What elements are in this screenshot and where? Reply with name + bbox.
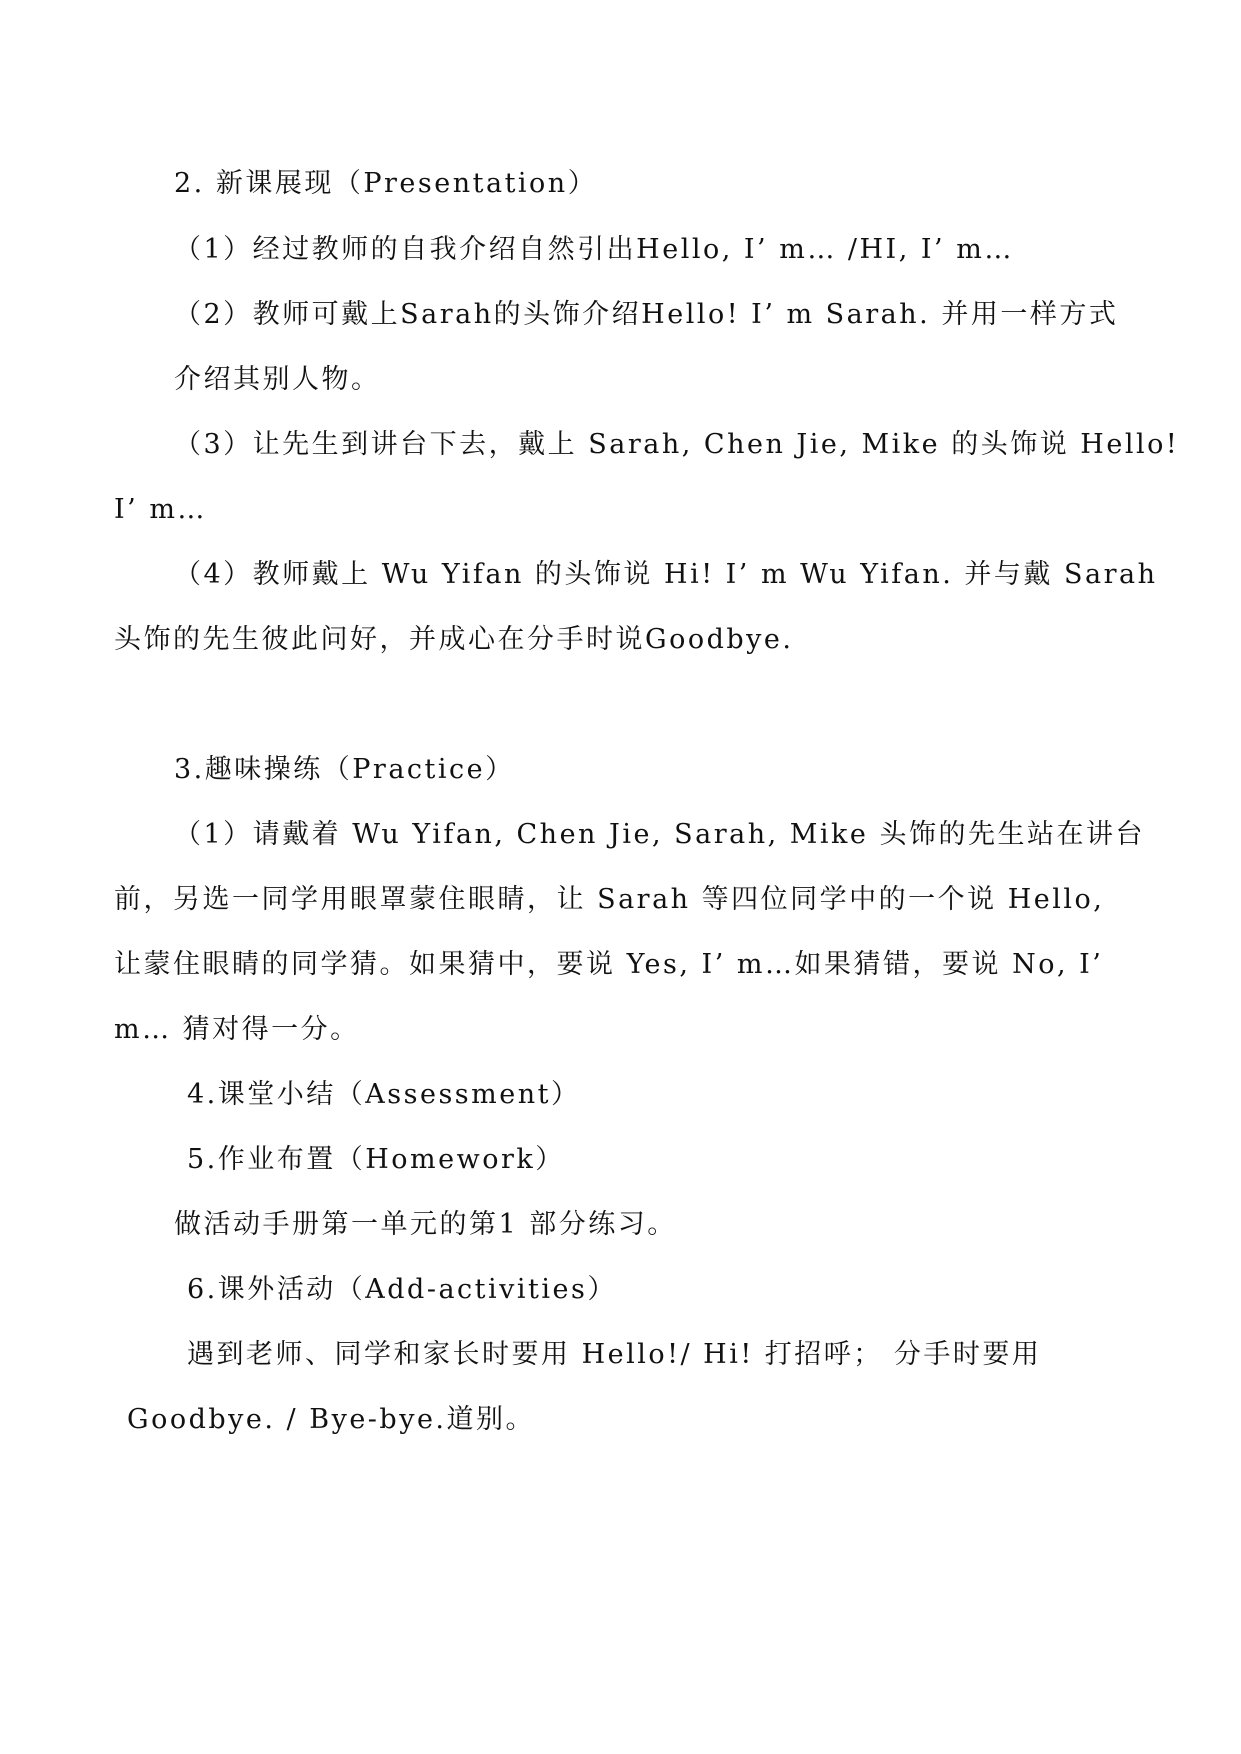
paragraph-line: （3）让先生到讲台下去，戴上 Sarah, Chen Jie, Mike 的头饰说 Hello! [174,429,1180,460]
paragraph-line: （1）经过教师的自我介绍自然引出Hello, I’ m… /HI, I’ m… [174,234,1014,265]
paragraph-line: 让蒙住眼睛的同学猜。如果猜中，要说 Yes, I’ m…如果猜错，要说 No, I’ [114,949,1104,980]
paragraph-line: （1）请戴着 Wu Yifan, Chen Jie, Sarah, Mike 头饰的先生站在讲台 [174,819,1145,850]
section-heading-homework: 5.作业布置（Homework） [187,1144,565,1175]
paragraph-line: （2）教师可戴上Sarah的头饰介绍Hello! I’ m Sarah. 并用一样方式 [174,299,1119,330]
paragraph-line: 遇到老师、同学和家长时要用 Hello!/ Hi! 打招呼； 分手时要用 [187,1339,1042,1370]
section-heading-assessment: 4.课堂小结（Assessment） [187,1079,581,1110]
paragraph-line: （4）教师戴上 Wu Yifan 的头饰说 Hi! I’ m Wu Yifan. 并与戴 Sarah [174,559,1158,590]
paragraph-line: 前，另选一同学用眼罩蒙住眼睛，让 Sarah 等四位同学中的一个说 Hello, [114,884,1105,915]
section-heading-practice: 3.趣味操练（Practice） [174,754,515,785]
paragraph-line: 介绍其别人物。 [174,364,381,395]
paragraph-line: 做活动手册第一单元的第1 部分练习。 [174,1209,677,1240]
section-heading-add-activities: 6.课外活动（Add-activities） [187,1274,617,1305]
paragraph-line: m… 猜对得一分。 [114,1014,360,1045]
section-heading-presentation: 2. 新课展现（Presentation） [174,168,598,199]
paragraph-line: I’ m… [114,494,207,525]
paragraph-line: 头饰的先生彼此问好，并成心在分手时说Goodbye. [114,624,794,655]
paragraph-line: Goodbye. / Bye-bye.道别。 [127,1404,536,1435]
